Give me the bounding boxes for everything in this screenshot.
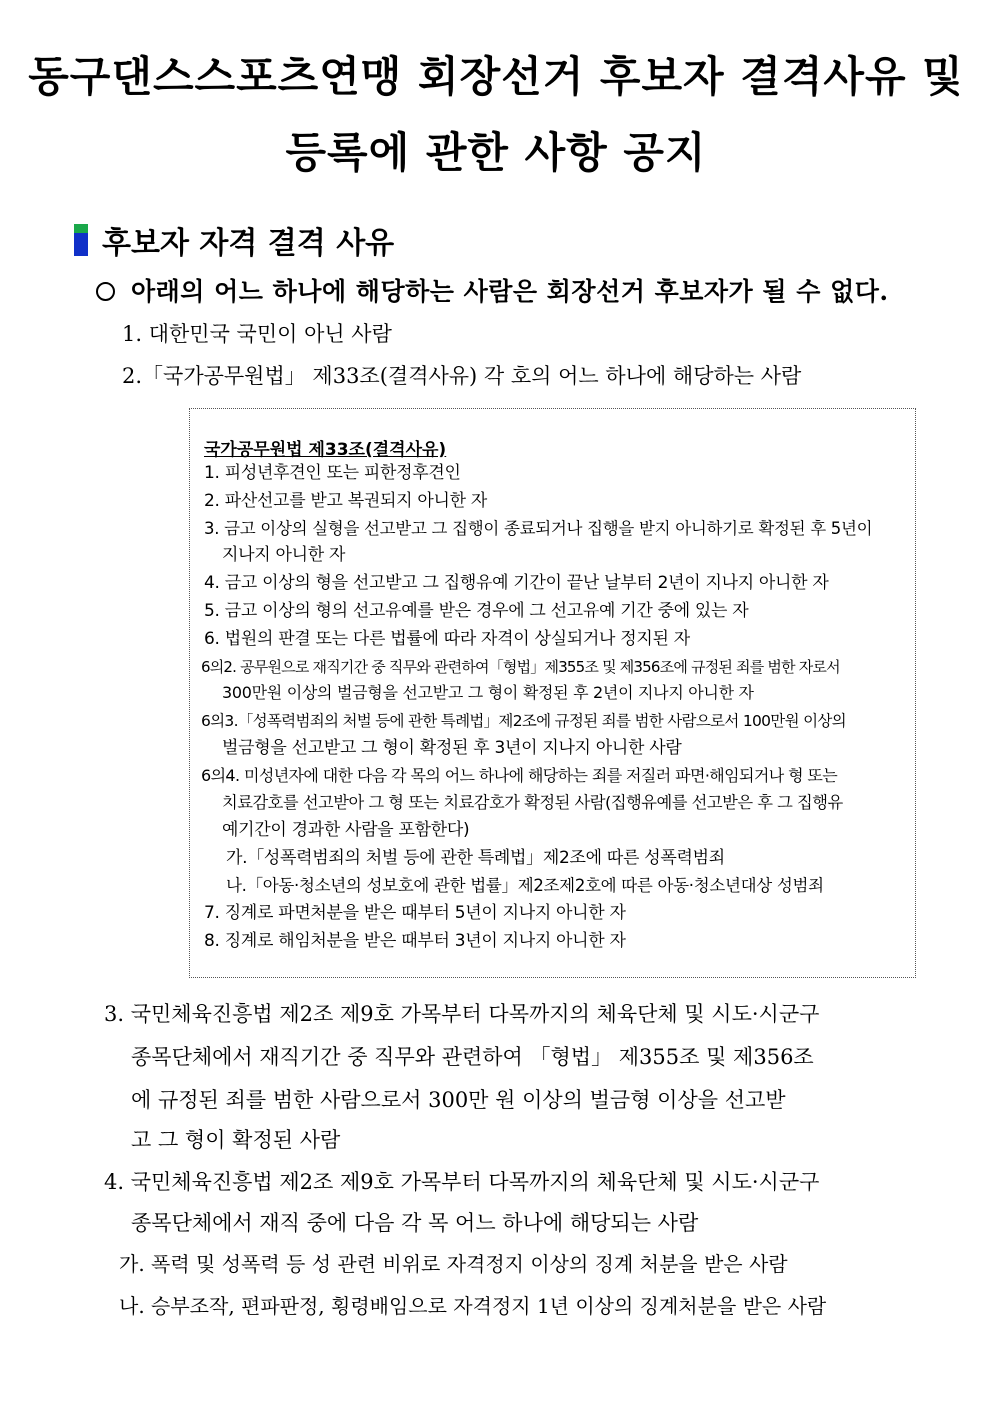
- law-line: 지나지 아니한 자: [222, 545, 346, 565]
- intro-statement: [96, 272, 889, 312]
- law-excerpt-box: [189, 408, 916, 978]
- law-line: 5. 금고 이상의 형의 선고유예를 받은 경우에 그 선고유예 기간 중에 있는 자: [204, 601, 749, 621]
- law-line: 300만원 이상의 벌금형을 선고받고 그 형이 확정된 후 2년이 지나지 아니한 자: [222, 683, 754, 702]
- law-line: 나.「아동·청소년의 성보호에 관한 법률」제2조제2호에 따른 아동·청소년대상 성범죄: [226, 876, 824, 895]
- item-3-line: 종목단체에서 재직기간 중 직무와 관련하여 「형법」 제355조 및 제356조: [131, 1045, 814, 1069]
- law-line: 6의2. 공무원으로 재직기간 중 직무와 관련하여「형법」제355조 및 제356조에 규정된 죄를 범한 자로서: [201, 658, 840, 676]
- item-4-sub-na: 나. 승부조작, 편파판정, 횡령배임으로 자격정지 1년 이상의 징계처분을 받은 사람: [119, 1294, 827, 1318]
- law-line: 치료감호를 선고받아 그 형 또는 치료감호가 확정된 사람(집행유예를 선고받은 후 그 집행유: [222, 793, 843, 812]
- law-line: 7. 징계로 파면처분을 받은 때부터 5년이 지나지 아니한 자: [204, 903, 626, 923]
- item-2: 2.「국가공무원법」 제33조(결격사유) 각 호의 어느 하나에 해당하는 사람: [122, 364, 802, 388]
- item-1: 1. 대한민국 국민이 아닌 사람: [122, 322, 392, 346]
- item-4-line: 4. 국민체육진흥법 제2조 제9호 가목부터 다목까지의 체육단체 및 시도·시군구: [104, 1170, 820, 1194]
- item-3-line: 3. 국민체육진흥법 제2조 제9호 가목부터 다목까지의 체육단체 및 시도·시군구: [104, 1002, 820, 1026]
- law-line: 예기간이 경과한 사람을 포함한다): [222, 820, 470, 840]
- law-line: 4. 금고 이상의 형을 선고받고 그 집행유예 기간이 끝난 날부터 2년이 지나지 아니한 자: [204, 573, 829, 593]
- item-4-sub-ga: 가. 폭력 및 성폭력 등 성 관련 비위로 자격정지 이상의 징계 처분을 받은 사람: [119, 1252, 788, 1276]
- law-line: 1. 피성년후견인 또는 피한정후견인: [204, 463, 461, 483]
- item-3-line: 에 규정된 죄를 범한 사람으로서 300만 원 이상의 벌금형 이상을 선고받: [131, 1088, 786, 1112]
- law-line: 가.「성폭력범죄의 처벌 등에 관한 특례법」제2조에 따른 성폭력범죄: [226, 848, 725, 868]
- document-title-line-1: 동구댄스스포츠연맹 회장선거 후보자 결격사유 및: [28, 52, 964, 101]
- document-title-line-2: 등록에 관한 사항 공지: [285, 128, 707, 177]
- section-heading: [74, 220, 394, 260]
- intro-text: 아래의 어느 하나에 해당하는 사람은 회장선거 후보자가 될 수 없다.: [131, 277, 889, 306]
- section-square-icon: [74, 224, 88, 256]
- law-excerpt-title: 국가공무원법 제33조(결격사유): [204, 440, 447, 460]
- circle-bullet-icon: [96, 282, 115, 301]
- law-line: 6의4. 미성년자에 대한 다음 각 목의 어느 하나에 해당하는 죄를 저질러 파면·해임되거나 형 또는: [201, 766, 838, 785]
- section-heading-text: 후보자 자격 결격 사유: [102, 226, 395, 261]
- item-4-line: 종목단체에서 재직 중에 다음 각 목 어느 하나에 해당되는 사람: [131, 1211, 699, 1235]
- law-line: 벌금형을 선고받고 그 형이 확정된 후 3년이 지나지 아니한 사람: [222, 738, 682, 758]
- law-line: 6. 법원의 판결 또는 다른 법률에 따라 자격이 상실되거나 정지된 자: [204, 629, 690, 649]
- law-line: 3. 금고 이상의 실형을 선고받고 그 집행이 종료되거나 집행을 받지 아니하기로 확정된 후 5년이: [204, 519, 873, 538]
- law-line: 2. 파산선고를 받고 복권되지 아니한 자: [204, 491, 487, 511]
- law-line: 6의3.「성폭력범죄의 처벌 등에 관한 특례법」제2조에 규정된 죄를 범한 사람으로서 100만원 이상의: [201, 712, 846, 730]
- law-line: 8. 징계로 해임처분을 받은 때부터 3년이 지나지 아니한 자: [204, 931, 626, 951]
- item-3-line: 고 그 형이 확정된 사람: [131, 1128, 341, 1152]
